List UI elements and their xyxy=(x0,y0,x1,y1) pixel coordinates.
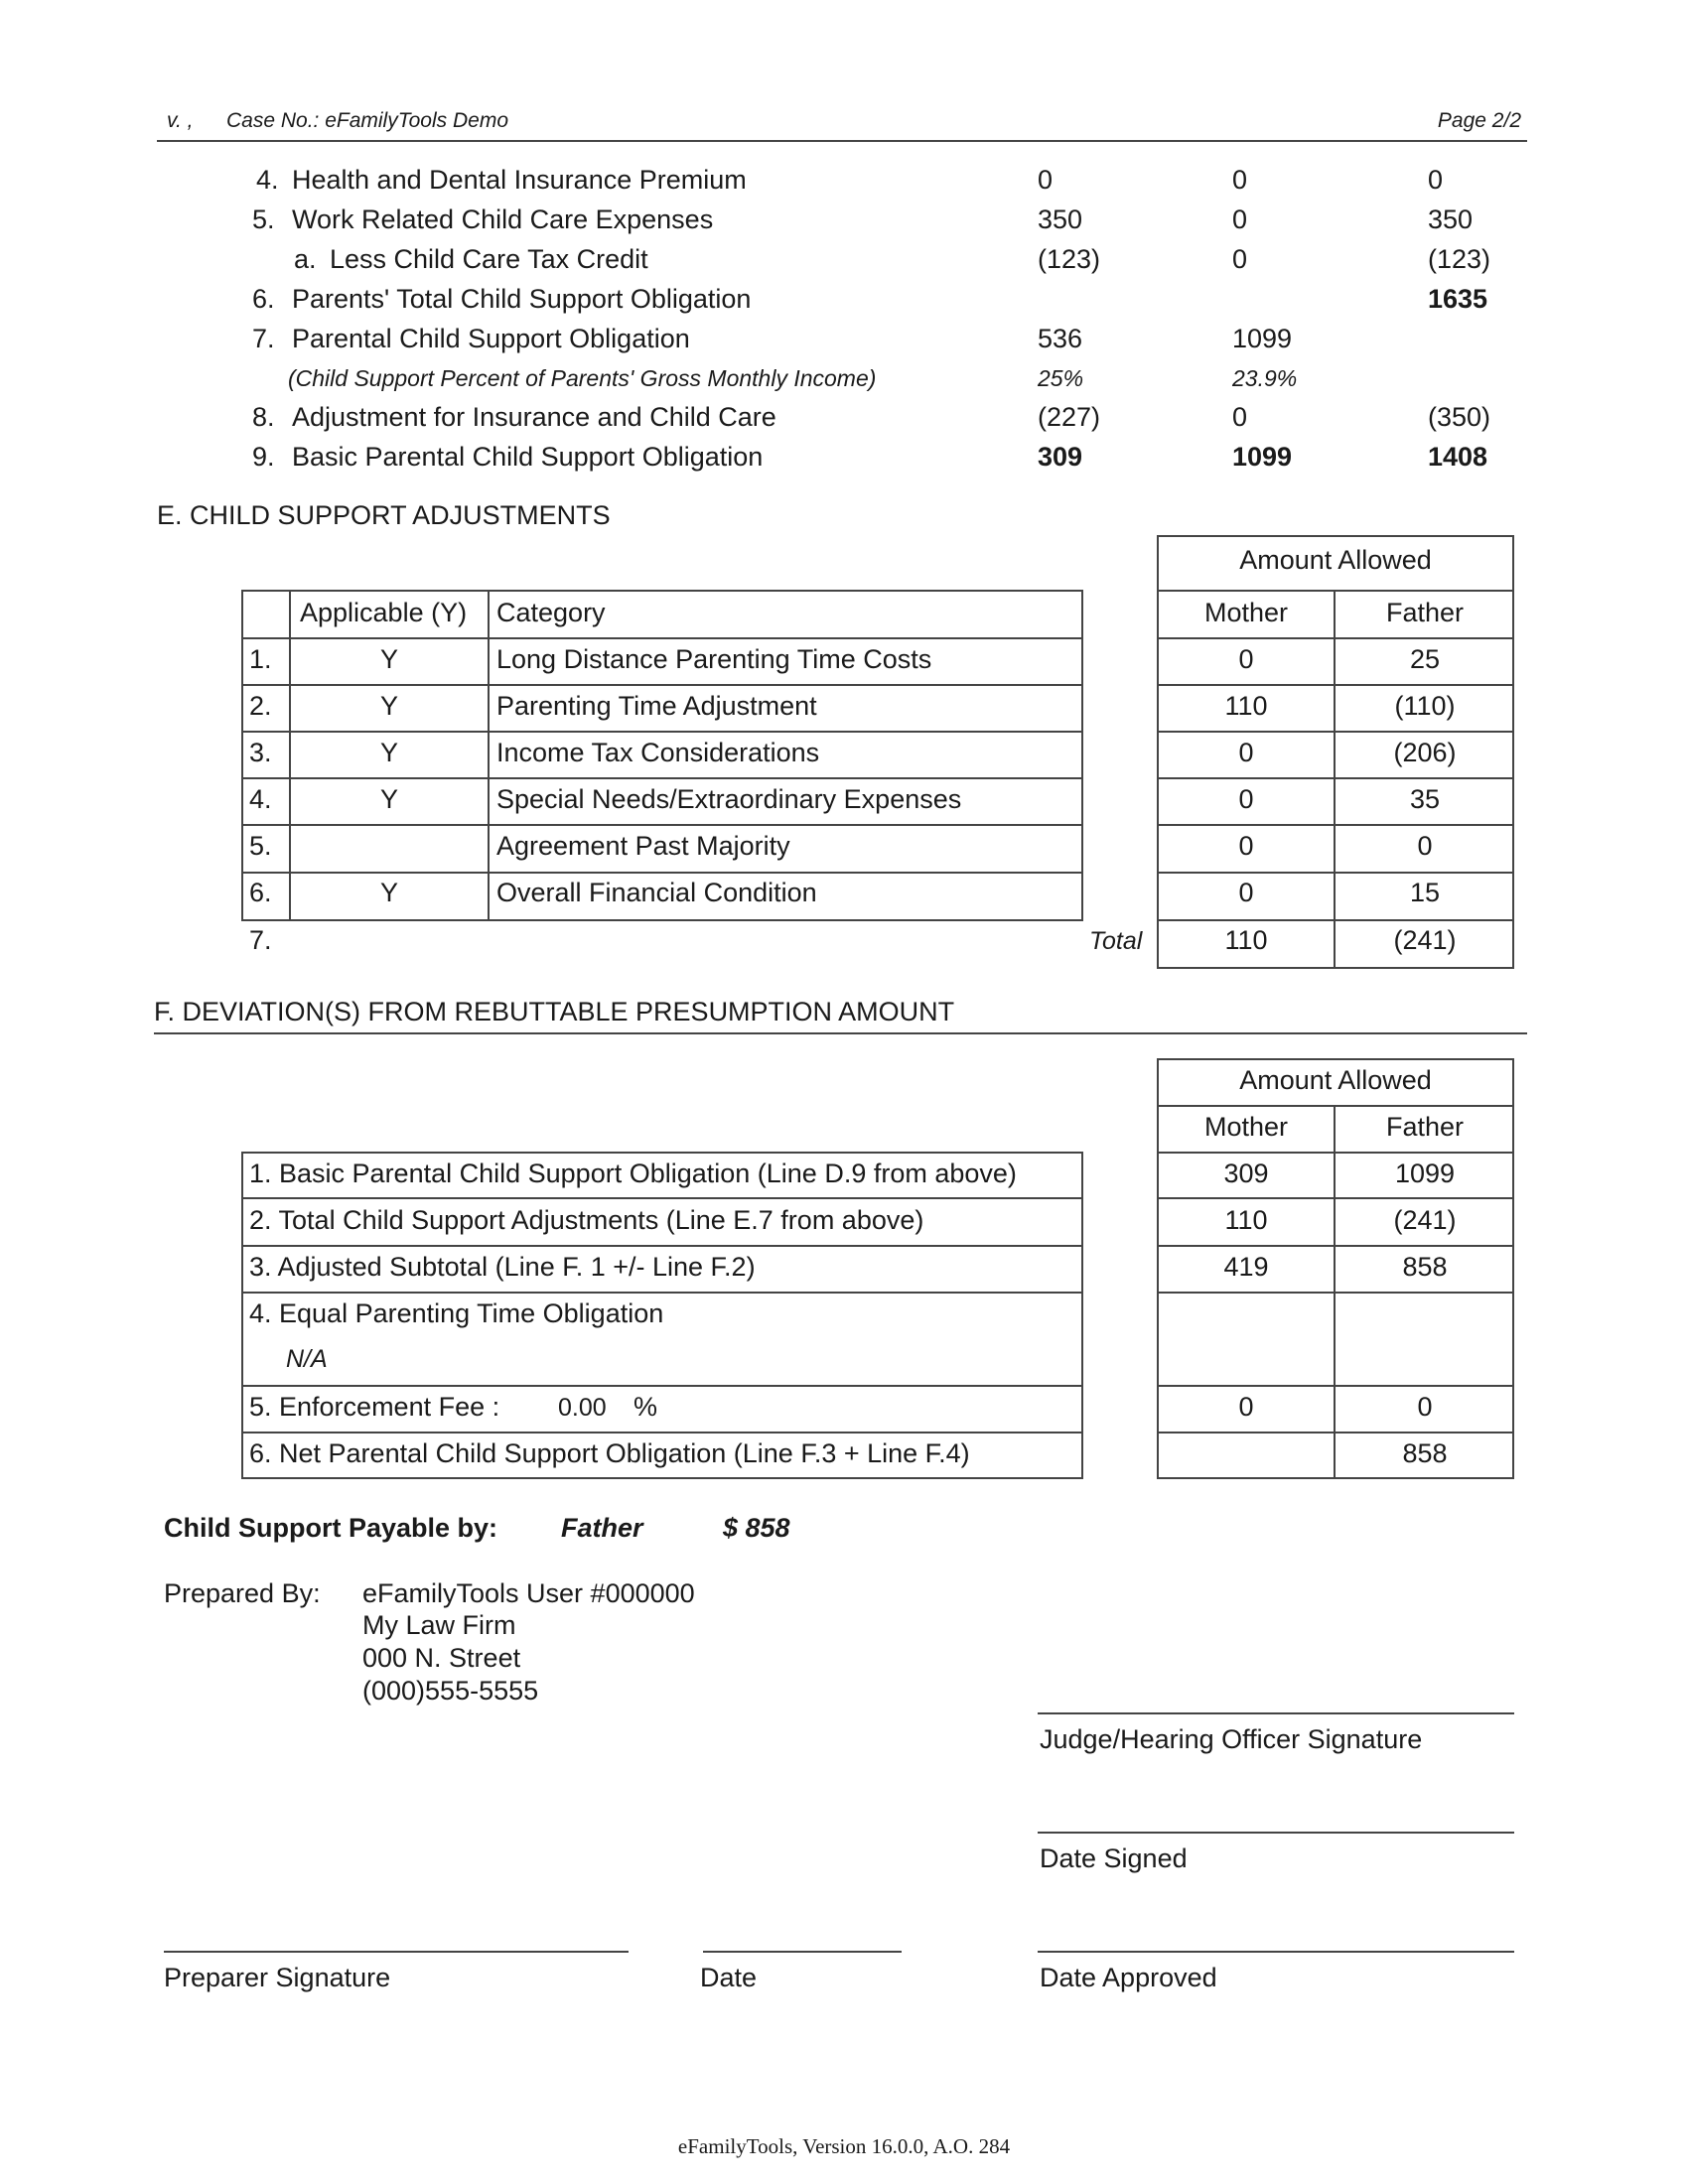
section-f-rule xyxy=(154,1032,1527,1034)
d-row-percent-mother: 25% xyxy=(1038,365,1084,391)
e-row-1-num: 1. xyxy=(249,644,272,674)
d-row-9-mother: 309 xyxy=(1038,442,1083,472)
f-row-5-mother: 0 xyxy=(1238,1392,1254,1422)
f-row-5-label: 5. Enforcement Fee : xyxy=(249,1392,500,1422)
d-row-5a-label: Less Child Care Tax Credit xyxy=(330,244,648,274)
d-row-4-father: 0 xyxy=(1232,165,1248,195)
d-row-5-mother: 350 xyxy=(1038,205,1083,234)
d-row-6-total: 1635 xyxy=(1428,284,1488,314)
prepared-name: eFamilyTools User #000000 xyxy=(362,1578,695,1608)
d-row-9-total: 1408 xyxy=(1428,442,1488,472)
e-total-mother: 110 xyxy=(1224,925,1268,955)
f-row-3-label: 3. Adjusted Subtotal (Line F. 1 +/- Line F.2) xyxy=(249,1252,756,1282)
f-row-6-father: 858 xyxy=(1402,1438,1448,1468)
e-row-7-num: 7. xyxy=(249,925,272,955)
d-row-7-mother: 536 xyxy=(1038,324,1083,353)
d-row-5a-mother: (123) xyxy=(1038,244,1101,274)
e-row-3-applicable: Y xyxy=(379,738,398,767)
date-approved-label: Date Approved xyxy=(1040,1963,1217,1992)
f-col-mother: Mother xyxy=(1203,1112,1289,1142)
e-row-2-father: (110) xyxy=(1394,691,1456,721)
e-row-4-num: 4. xyxy=(249,784,272,814)
d-row-9-father: 1099 xyxy=(1232,442,1293,472)
section-e-title: E. CHILD SUPPORT ADJUSTMENTS xyxy=(157,500,611,530)
preparer-signature-label: Preparer Signature xyxy=(164,1963,391,1992)
e-row-5-num: 5. xyxy=(249,831,272,861)
e-row-6-applicable: Y xyxy=(379,878,398,907)
e-row-6-mother: 0 xyxy=(1238,878,1254,907)
date-approved-line xyxy=(1038,1951,1514,1953)
d-row-4-label: Health and Dental Insurance Premium xyxy=(292,165,747,195)
footer-version: eFamilyTools, Version 16.0.0, A.O. 284 xyxy=(677,2134,1011,2158)
e-amount-allowed-header: Amount Allowed xyxy=(1239,545,1432,575)
d-row-8-num: 8. xyxy=(252,402,275,432)
e-row-2-category: Parenting Time Adjustment xyxy=(496,691,817,721)
d-row-percent-father: 23.9% xyxy=(1232,365,1298,391)
header-rule xyxy=(157,140,1527,142)
d-row-9-num: 9. xyxy=(252,442,275,472)
f-row-1-label: 1. Basic Parental Child Support Obligation (Line D.9 from above) xyxy=(249,1159,1017,1188)
e-row-5-mother: 0 xyxy=(1238,831,1254,861)
f-row-2-father: (241) xyxy=(1393,1205,1457,1235)
d-row-8-mother: (227) xyxy=(1038,402,1101,432)
e-row-2-num: 2. xyxy=(249,691,272,721)
prepared-firm: My Law Firm xyxy=(362,1610,516,1640)
d-row-5-num: 5. xyxy=(252,205,275,234)
preparer-signature-line xyxy=(164,1951,629,1953)
f-amount-allowed-header: Amount Allowed xyxy=(1239,1065,1432,1095)
d-row-5a-num: a. xyxy=(294,244,317,274)
e-row-1-category: Long Distance Parenting Time Costs xyxy=(496,644,932,674)
e-row-6-father: 15 xyxy=(1409,878,1441,907)
f-row-4-label: 4. Equal Parenting Time Obligation xyxy=(249,1298,664,1328)
f-row-2-mother: 110 xyxy=(1224,1205,1268,1235)
e-row-6-category: Overall Financial Condition xyxy=(496,878,817,907)
e-row-1-mother: 0 xyxy=(1238,644,1254,674)
e-row-4-category: Special Needs/Extraordinary Expenses xyxy=(496,784,962,814)
date-signed-label: Date Signed xyxy=(1040,1843,1188,1873)
d-row-8-father: 0 xyxy=(1232,402,1248,432)
date-signed-line xyxy=(1038,1832,1514,1834)
f-row-1-mother: 309 xyxy=(1223,1159,1269,1188)
prepared-street: 000 N. Street xyxy=(362,1643,521,1673)
prepared-phone: (000)555-5555 xyxy=(362,1676,539,1706)
judge-signature-label: Judge/Hearing Officer Signature xyxy=(1040,1724,1423,1754)
f-row-3-father: 858 xyxy=(1402,1252,1448,1282)
d-row-percent-label: (Child Support Percent of Parents' Gross Monthly Income) xyxy=(288,365,877,391)
e-row-1-applicable: Y xyxy=(379,644,398,674)
d-row-5a-total: (123) xyxy=(1428,244,1491,274)
d-row-6-label: Parents' Total Child Support Obligation xyxy=(292,284,752,314)
e-row-3-num: 3. xyxy=(249,738,272,767)
f-row-6-label: 6. Net Parental Child Support Obligation (Line F.3 + Line F.4) xyxy=(249,1438,970,1468)
e-row-6-num: 6. xyxy=(249,878,272,907)
e-col-father: Father xyxy=(1385,598,1465,627)
e-row-5-father: 0 xyxy=(1417,831,1433,861)
date-line xyxy=(703,1951,902,1953)
e-col-category: Category xyxy=(496,598,606,627)
f-row-3-mother: 419 xyxy=(1223,1252,1269,1282)
d-row-7-label: Parental Child Support Obligation xyxy=(292,324,690,353)
e-row-2-applicable: Y xyxy=(379,691,398,721)
e-col-mother: Mother xyxy=(1203,598,1289,627)
e-row-2-mother: 110 xyxy=(1224,691,1268,721)
e-row-4-father: 35 xyxy=(1409,784,1441,814)
section-f-title: F. DEVIATION(S) FROM REBUTTABLE PRESUMPTION AMOUNT xyxy=(154,997,955,1026)
d-row-4-num: 4. xyxy=(256,165,279,195)
d-row-5-total: 350 xyxy=(1428,205,1474,234)
d-row-5-father: 0 xyxy=(1232,205,1248,234)
d-row-7-father: 1099 xyxy=(1232,324,1293,353)
judge-signature-line xyxy=(1038,1712,1514,1714)
d-row-5a-father: 0 xyxy=(1232,244,1248,274)
payable-party: Father xyxy=(561,1513,643,1543)
f-row-5-father: 0 xyxy=(1417,1392,1433,1422)
e-row-5-category: Agreement Past Majority xyxy=(496,831,790,861)
f-row-1-father: 1099 xyxy=(1394,1159,1456,1188)
e-row-1-father: 25 xyxy=(1409,644,1441,674)
e-row-4-applicable: Y xyxy=(379,784,398,814)
d-row-9-label: Basic Parental Child Support Obligation xyxy=(292,442,764,472)
e-row-4-mother: 0 xyxy=(1238,784,1254,814)
e-row-3-father: (206) xyxy=(1393,738,1457,767)
header-case-prefix: v. , xyxy=(167,109,194,132)
e-total-label: Total xyxy=(1089,927,1143,955)
d-row-4-mother: 0 xyxy=(1038,165,1054,195)
header-page-number: Page 2/2 xyxy=(1437,109,1521,132)
d-row-5-label: Work Related Child Care Expenses xyxy=(292,205,714,234)
f-row-2-label: 2. Total Child Support Adjustments (Line E.7 from above) xyxy=(249,1205,924,1235)
d-row-6-num: 6. xyxy=(252,284,275,314)
e-total-father: (241) xyxy=(1393,925,1457,955)
date-label: Date xyxy=(700,1963,758,1992)
payable-label: Child Support Payable by: xyxy=(164,1513,498,1543)
f-col-father: Father xyxy=(1385,1112,1465,1142)
header-case-number: Case No.: eFamilyTools Demo xyxy=(226,109,508,132)
e-row-3-category: Income Tax Considerations xyxy=(496,738,820,767)
f-row-5-fee-unit: % xyxy=(633,1392,658,1422)
d-row-7-num: 7. xyxy=(252,324,275,353)
e-row-3-mother: 0 xyxy=(1238,738,1254,767)
d-row-8-label: Adjustment for Insurance and Child Care xyxy=(292,402,776,432)
prepared-label: Prepared By: xyxy=(164,1578,321,1608)
d-row-8-total: (350) xyxy=(1428,402,1491,432)
payable-amount: $ 858 xyxy=(723,1513,790,1543)
f-row-4-sub: N/A xyxy=(286,1345,328,1373)
e-col-applicable: Applicable (Y) xyxy=(300,598,468,627)
f-row-5-fee-value: 0.00 xyxy=(558,1394,607,1422)
d-row-4-total: 0 xyxy=(1428,165,1444,195)
